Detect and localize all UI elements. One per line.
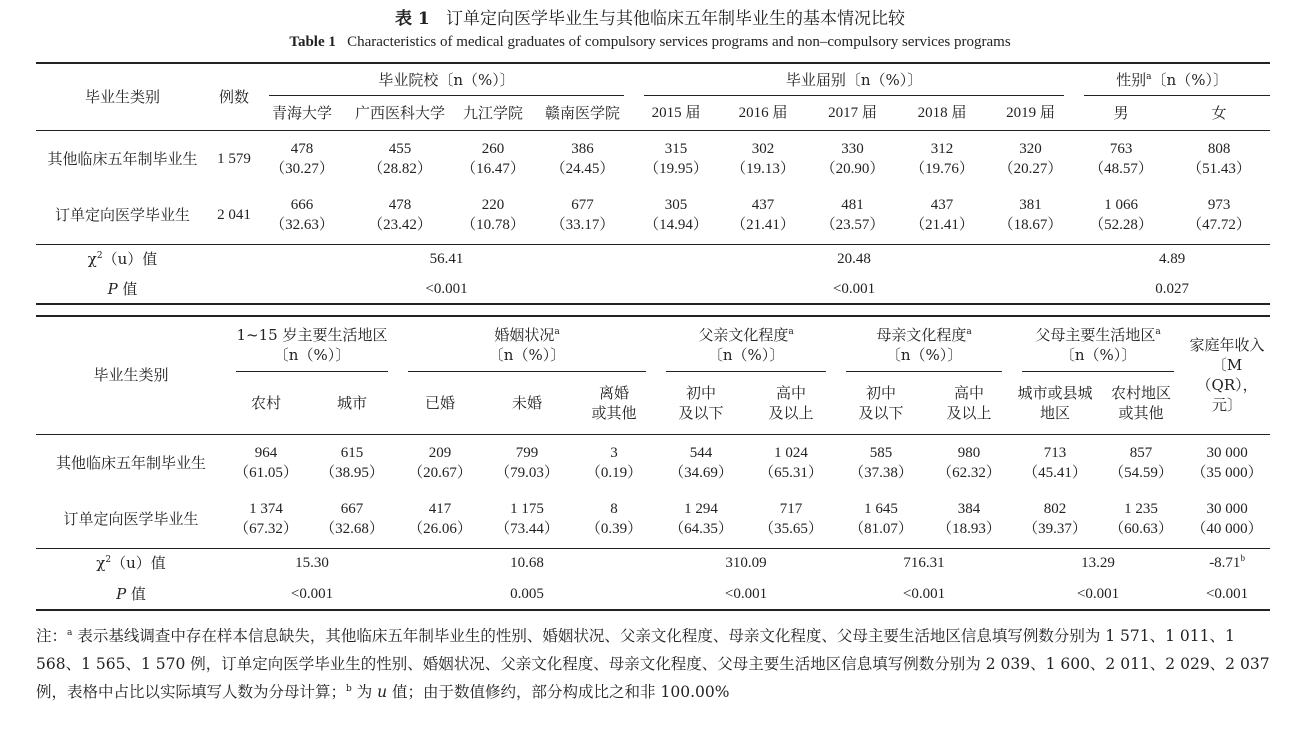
- row-label: 其他临床五年制毕业生: [55, 453, 206, 472]
- data-cell: 8 （0.39）: [572, 491, 656, 548]
- data-cell: 209 （20.67）: [408, 444, 472, 481]
- table-row: [36, 187, 1270, 244]
- data-cell: 1 066 （52.28）: [1074, 187, 1168, 244]
- header-year: 2017 届: [808, 96, 897, 130]
- data-cell: 666 （32.63）: [259, 187, 345, 244]
- header-group-father-edu: 父亲文化程度$^a$ 〔n（%）〕: [656, 316, 836, 372]
- header-school: 九江学院: [455, 96, 531, 130]
- p-value: <0.001: [836, 578, 1012, 610]
- data-cell: 305 （14.94）: [634, 187, 718, 244]
- chi-value: 20.48: [837, 251, 871, 268]
- row-label: 订单定向医学毕业生: [36, 187, 209, 244]
- p-value-label: P 值: [36, 274, 209, 304]
- p-value: <0.001: [656, 578, 836, 610]
- data-cell: 1 235 （60.63）: [1098, 491, 1184, 548]
- chi-value: 4.89: [1158, 251, 1186, 268]
- chi-square-label: $\chi^2(u)$值: [96, 554, 166, 573]
- chi-value: 716.31: [903, 555, 945, 572]
- row-label: 其他临床五年制毕业生: [47, 149, 198, 168]
- header-group-childhood-region: 1~15 岁主要生活地区 〔n（%）〕: [226, 316, 398, 372]
- header-subcategory: 已婚: [398, 372, 482, 434]
- header-graduate-type: 毕业生类别: [36, 63, 209, 130]
- data-cell: 1 374 （67.32）: [226, 491, 306, 548]
- chi-value: -8.71$^b$: [1209, 553, 1245, 572]
- data-cell: 964 （61.05）: [234, 444, 298, 481]
- table-title-cn: 订单定向医学毕业生与其他临床五年制毕业生的基本情况比较: [445, 9, 905, 29]
- data-cell: 973 （47.72）: [1168, 187, 1270, 244]
- data-cell: 481 （23.57）: [808, 187, 897, 244]
- header-group-mother-edu: 母亲文化程度$^a$ 〔n（%）〕: [836, 316, 1012, 372]
- header-group-sex: 性别$^a$〔n（%）〕: [1074, 63, 1270, 96]
- header-subcategory: 未婚: [482, 372, 572, 434]
- row-label: 订单定向医学毕业生: [36, 491, 226, 548]
- header-group-school: 毕业院校〔n（%）〕: [259, 63, 634, 96]
- table-title-en: Characteristics of medical graduates of compulsory services programs and non–compulsory services programs: [347, 34, 1011, 50]
- data-cell: 3 （0.19）: [585, 444, 643, 481]
- data-cell: 799 （79.03）: [495, 444, 559, 481]
- table-label-cn: 表 1: [395, 9, 430, 29]
- header-subcategory: 农村: [226, 372, 306, 434]
- data-cell: 330 （20.90）: [820, 140, 885, 177]
- chi-value: 15.30: [295, 555, 329, 572]
- data-cell: 802 （39.37）: [1012, 491, 1098, 548]
- data-cell: 677 （33.17）: [531, 187, 634, 244]
- chi-value: 56.41: [429, 251, 464, 268]
- table-label-en: Table 1: [289, 34, 336, 50]
- row-count: 2 041: [209, 187, 259, 244]
- data-cell: 717 （35.65）: [746, 491, 836, 548]
- data-cell: 857 （54.59）: [1109, 444, 1173, 481]
- header-graduate-type: 毕业生类别: [36, 316, 226, 434]
- p-value: 0.005: [398, 578, 656, 610]
- data-cell: 1 645 （81.07）: [836, 491, 926, 548]
- header-sex: 女: [1168, 96, 1270, 130]
- table-row: [36, 130, 1270, 187]
- p-value: <0.001: [226, 578, 398, 610]
- header-subcategory: 城市: [306, 372, 398, 434]
- header-subcategory: 农村地区 或其他: [1098, 372, 1184, 434]
- data-cell: 455 （28.82）: [368, 140, 432, 177]
- header-school: 广西医科大学: [345, 96, 455, 130]
- data-cell: 1 024 （65.31）: [759, 444, 823, 481]
- data-cell: 763 （48.57）: [1089, 140, 1153, 177]
- data-cell: 384 （18.93）: [926, 491, 1012, 548]
- data-cell: 220 （10.78）: [455, 187, 531, 244]
- data-cell: 381 （18.67）: [987, 187, 1074, 244]
- data-cell: 585 （37.38）: [849, 444, 913, 481]
- header-subcategory: 高中 及以上: [746, 372, 836, 434]
- data-cell: 417 （26.06）: [398, 491, 482, 548]
- data-cell: 478 （30.27）: [270, 140, 334, 177]
- data-cell: 302 （19.13）: [731, 140, 795, 177]
- table-note: 注：$^a$ 表示基线调查中存在样本信息缺失，其他临床五年制毕业生的性别、婚姻状况、父亲文化程度、母亲文化程度、父母主要生活地区信息填写例数分别为 1 571、1 011、1 568、1 565、1 570 例，订单定向医学毕业生的性别、婚姻状况、父亲文化程度、母亲文化程度、父母主要生活地区信息填写例数分别为 2 039、1 600、2 011、2 029、2 037 例，表格中占比以实际填写人数为分母计算；$^b$ 为 u 值；由于数值修约，部分构成比之和非 100.00%: [36, 627, 1270, 701]
- header-subcategory: 离婚 或其他: [572, 372, 656, 434]
- header-subcategory: 初中 及以下: [836, 372, 926, 434]
- data-cell: 260 （16.47）: [461, 140, 525, 177]
- header-year: 2015 届: [634, 96, 718, 130]
- data-cell: 1 175 （73.44）: [482, 491, 572, 548]
- data-cell: 615 （38.95）: [320, 444, 384, 481]
- p-value: <0.001: [1012, 578, 1184, 610]
- header-count: 例数: [209, 63, 259, 130]
- data-cell: 713 （45.41）: [1023, 444, 1087, 481]
- data-cell: 808 （51.43）: [1187, 140, 1251, 177]
- header-subcategory: 城市或县城 地区: [1012, 372, 1098, 434]
- table-row: [36, 491, 1270, 548]
- p-value: <0.001: [259, 274, 634, 304]
- header-year: 2016 届: [718, 96, 808, 130]
- data-cell: 30 000 （40 000）: [1184, 491, 1270, 548]
- header-subcategory: 高中 及以上: [926, 372, 1012, 434]
- header-school: 赣南医学院: [531, 96, 634, 130]
- table-caption-en: [0, 34, 1300, 51]
- header-year: 2018 届: [897, 96, 987, 130]
- header-sex: 男: [1074, 96, 1168, 130]
- data-cell: 980 （62.32）: [937, 444, 1001, 481]
- header-school: 青海大学: [259, 96, 345, 130]
- data-cell: 315 （19.95）: [644, 140, 708, 177]
- table-caption-cn: [0, 4, 1300, 29]
- header-subcategory: 初中 及以下: [656, 372, 746, 434]
- data-cell: 1 294 （64.35）: [656, 491, 746, 548]
- chi-value: 13.29: [1081, 555, 1115, 572]
- data-cell: 312 （19.76）: [910, 140, 974, 177]
- header-group-year: 毕业届别〔n（%）〕: [634, 63, 1074, 96]
- chi-value: 10.68: [510, 555, 544, 572]
- p-value: <0.001: [634, 274, 1074, 304]
- p-value: <0.001: [1184, 578, 1270, 610]
- data-cell: 320 （20.27）: [998, 140, 1063, 177]
- data-cell: 667 （32.68）: [306, 491, 398, 548]
- p-value-label: P 值: [36, 578, 226, 610]
- row-count: 1 579: [217, 150, 251, 167]
- chi-square-label: $\chi^2(u)$值: [87, 250, 158, 269]
- data-cell: 544 （34.69）: [669, 444, 733, 481]
- header-year: 2019 届: [987, 96, 1074, 130]
- p-value: 0.027: [1074, 274, 1270, 304]
- chi-value: 310.09: [725, 555, 767, 572]
- data-cell: 386 （24.45）: [550, 140, 615, 177]
- header-family-income: 家庭年收入 〔M（QR）， 元〕: [1184, 316, 1270, 434]
- data-cell: 437 （21.41）: [718, 187, 808, 244]
- table-row: [36, 434, 1270, 491]
- header-group-parents-region: 父母主要生活地区$^a$ 〔n（%）〕: [1012, 316, 1184, 372]
- table-part-2: [36, 315, 1270, 611]
- data-cell: 437 （21.41）: [897, 187, 987, 244]
- data-cell: 30 000 （35 000）: [1191, 444, 1263, 481]
- table-part-1: [36, 62, 1270, 305]
- data-cell: 478 （23.42）: [345, 187, 455, 244]
- header-group-marital: 婚姻状况$^a$ 〔n（%）〕: [398, 316, 656, 372]
